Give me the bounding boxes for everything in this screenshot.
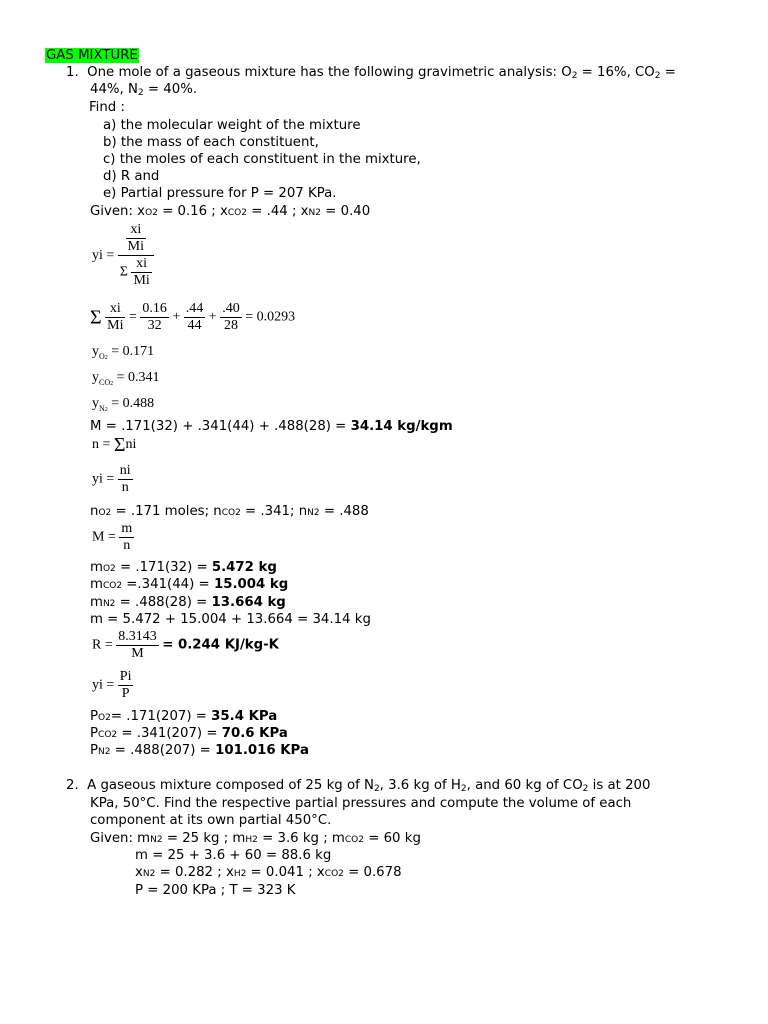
find-item-e: e) Partial pressure for P = 207 KPa. (103, 186, 337, 201)
problem-2-line-3: component at its own partial 450°C. (90, 813, 332, 828)
molecular-weight-line: M = .171(32) + .341(44) + .488(28) = 34.14 kg/kgm (90, 419, 453, 434)
gas-constant-formula: R = $\frac{8.3143}{M}$ = 0.244 KJ/kg-K (92, 629, 279, 661)
problem-1-line-2: 44%, $N_2 = 40\%$. (90, 82, 198, 98)
pressure-o2-line: PO2= .171(207) = 35.4 KPa (90, 709, 278, 724)
sum-formula: Σ $\frac{xi}{Mi}$ = $\frac{0.16}{32}$ + $\frac{.44}{44}$ + $\frac{.40}{28}$ = 0.0293 (90, 301, 296, 333)
mole-fraction-formula: yi = $\frac{xi}{Mi}$ Σ $\frac{xi}{Mi}$ (92, 222, 154, 289)
pressure-n2-line: PN2 = .488(207) = 101.016 KPa (90, 743, 309, 758)
problem-2-mass-sum: m = 25 + 3.6 + 60 = 88.6 kg (135, 848, 332, 863)
yi-ni-formula: yi = $\frac{ni}{n}$ (92, 463, 131, 495)
pressure-co2-line: PCO2 = .341(207) = 70.6 KPa (90, 726, 288, 741)
problem-2-mole-fractions: xN2 = 0.282 ; xH2 = 0.041 ; xCO2 = 0.678 (135, 865, 402, 880)
M-m-n-formula: M = $\frac{m}{n}$ (92, 521, 133, 553)
given-line-1: Given: xO2 = 0.16 ; xCO2 = .44 ; xN2 = 0.40 (90, 204, 371, 219)
problem-1-line-1: 1. One mole of a gaseous mixture has the following gravimetric analysis: $O_2 = 16\%$, $CO_2$ = (66, 65, 676, 81)
y-co2-line: $y_{CO2} = 0.341$ (92, 370, 160, 387)
find-item-a: a) the molecular weight of the mixture (103, 118, 361, 133)
find-item-d: d) R and (103, 169, 160, 184)
n-sum-formula: n = Σni (92, 434, 137, 456)
find-item-c: c) the moles of each constituent in the mixture, (103, 152, 421, 167)
mass-total-line: m = 5.472 + 15.004 + 13.664 = 34.14 kg (90, 612, 371, 627)
yi-pressure-formula: yi = $\frac{Pi}{P}$ (92, 669, 132, 701)
problem-2-line-1: 2. A gaseous mixture composed of 25 kg of $N_2$, 3.6 kg of $H_2$, and 60 kg of $CO_2$ is at 200 (66, 778, 651, 794)
find-label: Find : (89, 100, 125, 115)
mass-o2-line: mO2 = .171(32) = 5.472 kg (90, 560, 277, 575)
problem-2-pressure-temp: P = 200 KPa ; T = 323 K (135, 883, 296, 898)
moles-line: nO2 = .171 moles; nCO2 = .341; nN2 = .488 (90, 504, 369, 519)
y-o2-line: $y_{O2} = 0.171$ (92, 344, 155, 361)
problem-2-line-2: KPa, 50°C. Find the respective partial pressures and compute the volume of each (90, 796, 632, 811)
page-heading: GAS MIXTURE (46, 48, 138, 63)
y-n2-line: $y_{N2} = 0.488$ (92, 396, 155, 413)
find-item-b: b) the mass of each constituent, (103, 135, 319, 150)
problem-2-given-line: Given: mN2 = 25 kg ; mH2 = 3.6 kg ; mCO2 = 60 kg (90, 831, 421, 846)
mass-co2-line: mCO2 =.341(44) = 15.004 kg (90, 577, 289, 592)
mass-n2-line: mN2 = .488(28) = 13.664 kg (90, 595, 286, 610)
